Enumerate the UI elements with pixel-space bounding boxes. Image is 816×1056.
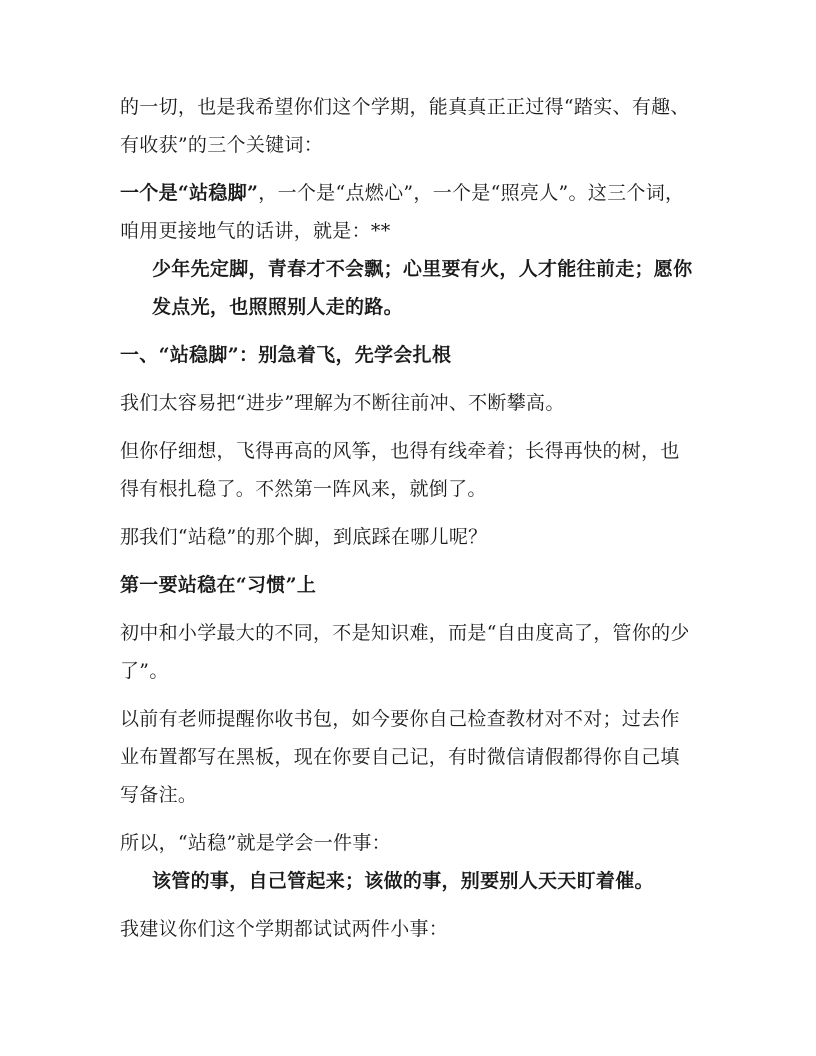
blockquote-self-manage: 该管的事，自己管起来；该做的事，别要别人天天盯着催。	[152, 870, 654, 892]
paragraph-examples: 以前有老师提醒你收书包，如今要你自己检查教材对不对；过去作业布置都写在黑板，现在你要自己记，有时微信请假都得你自己填写备注。	[120, 708, 680, 806]
section-heading-2: 第一要站稳在“习惯”上	[120, 574, 317, 596]
paragraph-kite: 但你仔细想，飞得再高的风筝，也得有线牵着；长得再快的树，也得有根扎稳了。不然第一阵风来，就倒了。	[120, 440, 680, 500]
blockquote-motto: 少年先定脚，青春才不会飘；心里要有火，人才能往前走；愿你发点光，也照照别人走的路。	[152, 258, 693, 318]
paragraph-keywords	[120, 174, 696, 250]
keyword-bold: 一个是“站稳脚”	[120, 182, 259, 204]
paragraph-suggestion: 我建议你们这个学期都试试两件小事：	[120, 918, 449, 940]
keyword-rest: ，一个是“点燃心”，一个是“照亮人”。这三个词，咱用更接地气的话讲，就是：**	[120, 182, 685, 242]
paragraph-intro: 的一切，也是我希望你们这个学期，能真真正正过得“踏实、有趣、有收获”的三个关键词：	[120, 96, 690, 156]
section-heading-1: 一、“站稳脚”：别急着飞，先学会扎根	[120, 344, 452, 366]
paragraph-question: 那我们“站稳”的那个脚，到底踩在哪儿呢？	[120, 526, 488, 548]
paragraph-difference: 初中和小学最大的不同，不是知识难，而是“自由度高了，管你的少了”。	[120, 622, 690, 682]
document-page	[120, 88, 696, 948]
paragraph-so: 所以，“站稳”就是学会一件事：	[120, 832, 391, 854]
paragraph-progress: 我们太容易把“进步”理解为不断往前冲、不断攀高。	[120, 392, 565, 414]
